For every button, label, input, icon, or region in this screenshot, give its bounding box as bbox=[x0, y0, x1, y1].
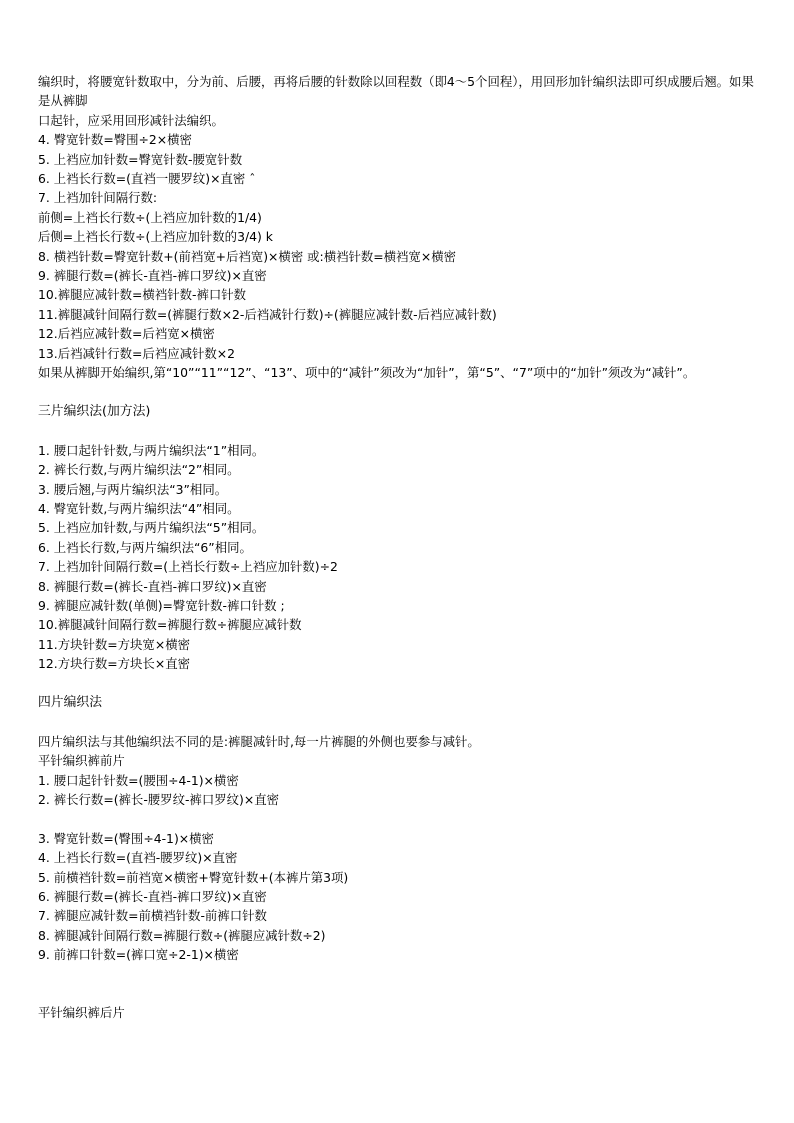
formula-5: 5. 上裆应加针数=臀宽针数-腰宽针数 bbox=[38, 151, 243, 167]
section-heading-three-piece: 三片编织法(加方法) bbox=[38, 403, 151, 419]
three-piece-8: 8. 裤腿行数=(裤长-直裆-裤口罗纹)×直密 bbox=[38, 578, 267, 594]
four-piece-front-title: 平针编织裤前片 bbox=[38, 753, 125, 769]
formula-9: 9. 裤腿行数=(裤长-直裆-裤口罗纹)×直密 bbox=[38, 268, 267, 284]
formula-4: 4. 臀宽针数=臀围÷2×横密 bbox=[38, 132, 192, 148]
section-heading-four-piece: 四片编织法 bbox=[38, 694, 102, 710]
four-piece-8: 8. 裤腿减针间隔行数=裤腿行数÷(裤腿应减针数÷2) bbox=[38, 927, 326, 943]
formula-7: 7. 上裆加针间隔行数: bbox=[38, 190, 158, 206]
four-piece-1: 1. 腰口起针针数=(腰围÷4-1)×横密 bbox=[38, 772, 239, 788]
four-piece-7: 7. 裤腿应减针数=前横裆针数-前裤口针数 bbox=[38, 908, 267, 924]
formula-7-front: 前侧=上裆长行数÷(上裆应加针数的1/4) bbox=[38, 209, 262, 225]
three-piece-1: 1. 腰口起针针数,与两片编织法“1”相同。 bbox=[38, 442, 265, 458]
intro-paragraph-2: 口起针，应采用回形减针法编织。 bbox=[38, 112, 224, 128]
blank-line bbox=[38, 712, 760, 731]
four-piece-4: 4. 上裆长行数=(直裆-腰罗纹)×直密 bbox=[38, 850, 238, 866]
four-piece-3: 3. 臀宽针数=(臀围÷4-1)×横密 bbox=[38, 830, 214, 846]
four-piece-intro: 四片编织法与其他编织法不同的是:裤腿减针时,每一片裤腿的外侧也要参与减针。 bbox=[38, 733, 480, 749]
three-piece-11: 11.方块针数=方块宽×横密 bbox=[38, 636, 190, 652]
formula-12: 12.后裆应减针数=后裆宽×横密 bbox=[38, 326, 215, 342]
blank-line bbox=[38, 383, 760, 402]
document-body bbox=[38, 72, 760, 1023]
note-paragraph: 如果从裤脚开始编织,第“10”“11”“12”、“13”、项中的“减针”须改为“加针”，第“5”、“7”项中的“加针”须改为“减针”。 bbox=[38, 365, 696, 381]
formula-8: 8. 横裆针数=臀宽针数+(前裆宽+后裆宽)×横密 或:横裆针数=横裆宽×横密 bbox=[38, 248, 456, 264]
three-piece-5: 5. 上裆应加针数,与两片编织法“5”相同。 bbox=[38, 520, 265, 536]
blank-line bbox=[38, 965, 760, 984]
four-piece-9: 9. 前裤口针数=(裤口宽÷2-1)×横密 bbox=[38, 947, 239, 963]
three-piece-3: 3. 腰后翘,与两片编织法“3”相同。 bbox=[38, 481, 228, 497]
three-piece-2: 2. 裤长行数,与两片编织法“2”相同。 bbox=[38, 462, 240, 478]
four-piece-back-title: 平针编织裤后片 bbox=[38, 1005, 125, 1021]
blank-line bbox=[38, 984, 760, 1003]
three-piece-7: 7. 上裆加针间隔行数=(上裆长行数÷上裆应加针数)÷2 bbox=[38, 559, 338, 575]
formula-6: 6. 上裆长行数=(直裆一腰罗纹)×直密 ˆ bbox=[38, 171, 256, 187]
formula-13: 13.后裆减针行数=后裆应减针数×2 bbox=[38, 345, 236, 361]
formula-10: 10.裤腿应减针数=横裆针数-裤口针数 bbox=[38, 287, 247, 303]
three-piece-4: 4. 臀宽针数,与两片编织法“4”相同。 bbox=[38, 500, 240, 516]
formula-7-back: 后侧=上裆长行数÷(上裆应加针数的3/4) k bbox=[38, 229, 273, 245]
blank-line bbox=[38, 809, 760, 828]
three-piece-9: 9. 裤腿应减针数(单侧)=臀宽针数-裤口针数 ; bbox=[38, 597, 285, 613]
four-piece-5: 5. 前横裆针数=前裆宽×横密+臀宽针数+(本裤片第3项) bbox=[38, 869, 349, 885]
blank-line bbox=[38, 421, 760, 440]
three-piece-12: 12.方块行数=方块长×直密 bbox=[38, 656, 190, 672]
formula-11: 11.裤腿减针间隔行数=(裤腿行数×2-后裆减针行数)÷(裤腿应减针数-后裆应减针数) bbox=[38, 306, 497, 322]
blank-line bbox=[38, 674, 760, 693]
four-piece-6: 6. 裤腿行数=(裤长-直裆-裤口罗纹)×直密 bbox=[38, 888, 267, 904]
four-piece-2: 2. 裤长行数=(裤长-腰罗纹-裤口罗纹)×直密 bbox=[38, 791, 279, 807]
intro-paragraph-1: 编织时，将腰宽针数取中，分为前、后腰，再将后腰的针数除以回程数（即4～5个回程），用回形加针编织法即可织成腰后翘。如果是从裤脚 bbox=[38, 74, 754, 109]
three-piece-10: 10.裤腿减针间隔行数=裤腿行数÷裤腿应减针数 bbox=[38, 617, 302, 633]
three-piece-6: 6. 上裆长行数,与两片编织法“6”相同。 bbox=[38, 539, 252, 555]
